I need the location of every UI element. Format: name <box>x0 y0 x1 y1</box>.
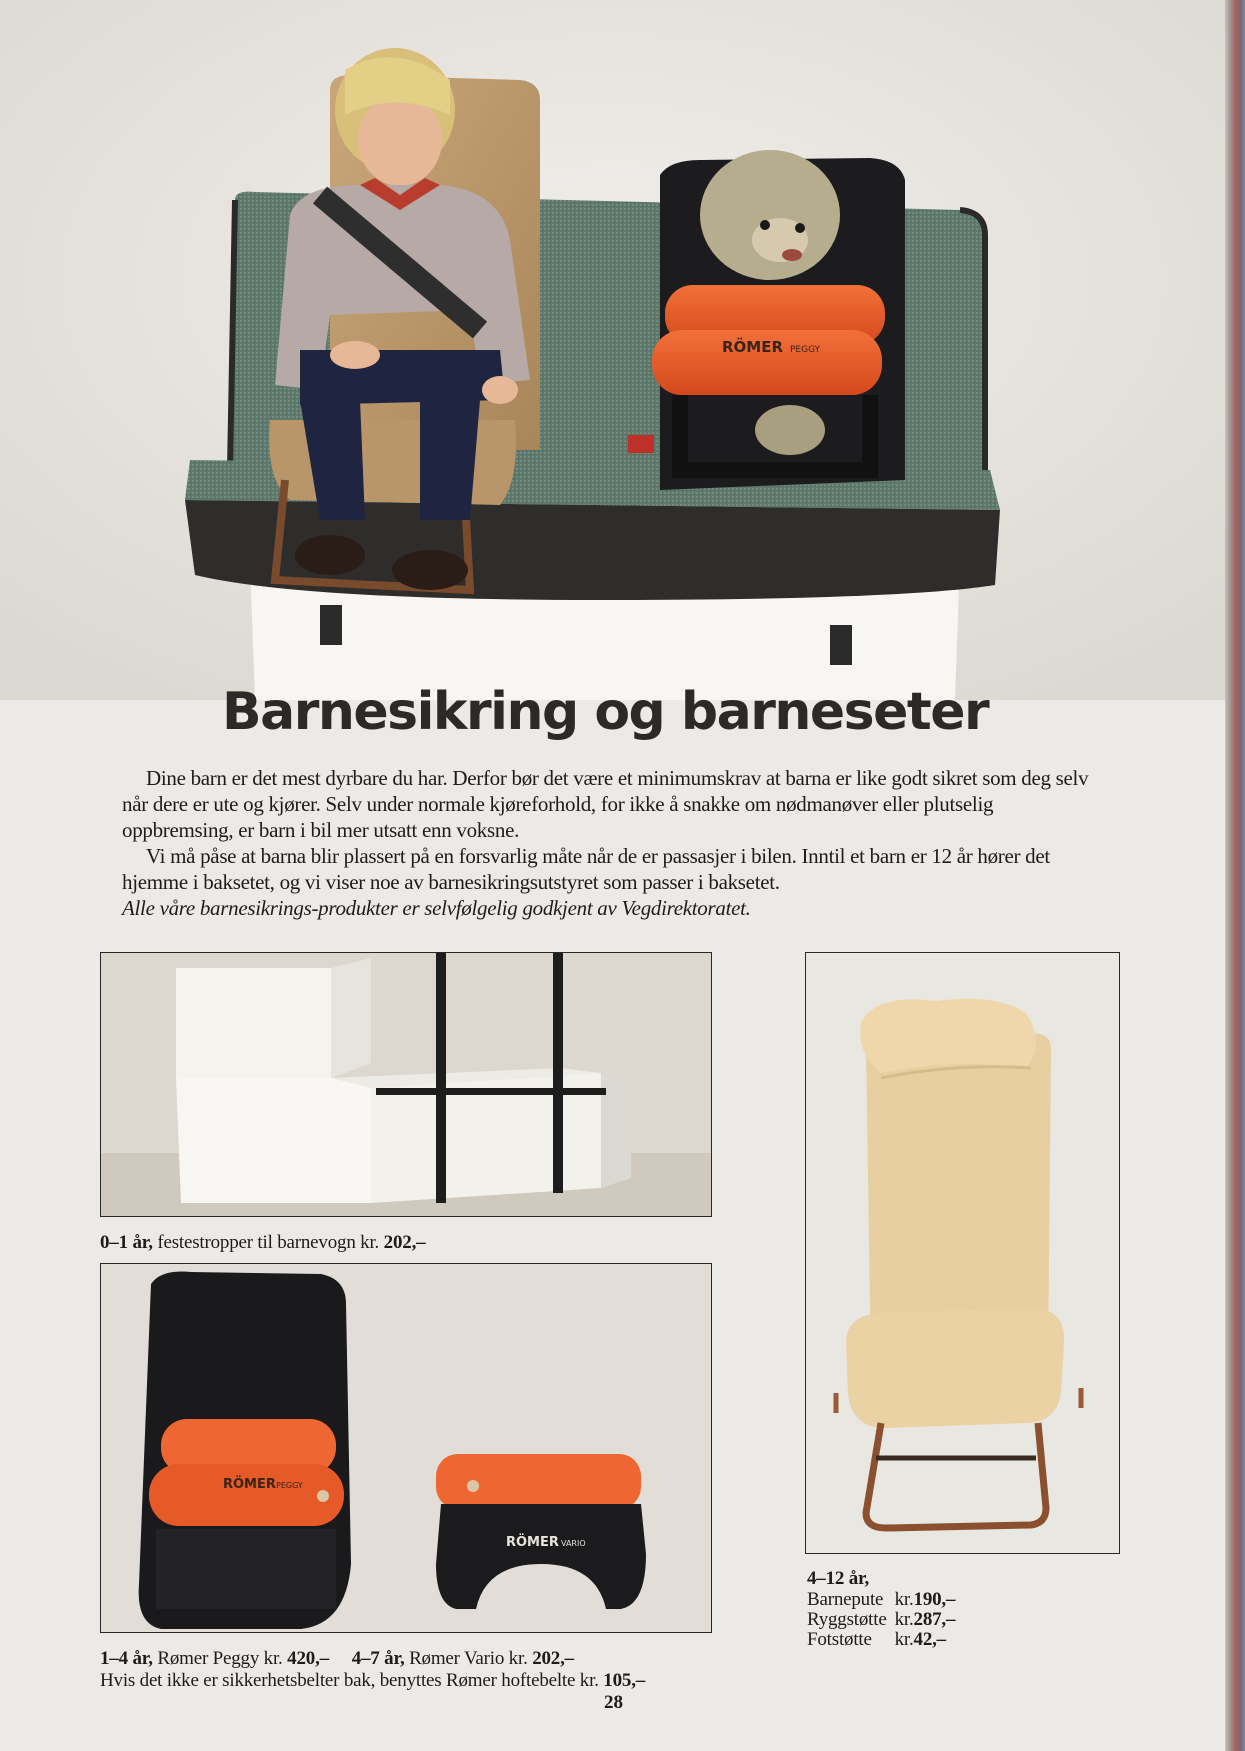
price-kr: kr. <box>894 1589 914 1610</box>
romer-caption-line-2 <box>100 1670 645 1692</box>
hero-photo <box>0 0 1225 700</box>
romer-photo <box>100 1263 712 1633</box>
hip-belt-price: 105,– <box>603 1670 646 1691</box>
hip-belt-text: Hvis det ikke er sikkerhetsbelter bak, benyttes Rømer hoftebelte kr. <box>100 1670 599 1691</box>
romer-caption-line-1 <box>100 1648 645 1670</box>
intro-text <box>122 765 1097 921</box>
romer-caption <box>100 1648 645 1692</box>
intro-paragraph-1: Dine barn er det mest dyrbare du har. Derfor bør det være et minimumskrav at barna er like godt sikret som deg selv når dere er ute og kjører. Selv under normale kjøreforhold, for ikke å snakke om nødmanøver eller plutselig oppbremsing, er barn i bil mer utsatt enn voksne. <box>122 766 1089 842</box>
price-label: Fotstøtte <box>807 1629 872 1650</box>
page-edge <box>1225 0 1245 1751</box>
price-value: 287,– <box>913 1609 956 1630</box>
booster-seat-caption <box>807 1568 955 1650</box>
price-value: 190,– <box>913 1589 956 1610</box>
booster-seat-photo <box>805 952 1120 1554</box>
price-kr: kr. <box>894 1629 914 1650</box>
peggy-age: 1–4 år, <box>100 1648 153 1669</box>
price-label: Ryggstøtte <box>807 1609 887 1630</box>
straps-price: 202,– <box>383 1232 426 1253</box>
straps-photo <box>100 952 712 1217</box>
straps-caption <box>100 1232 425 1254</box>
vario-age: 4–7 år, <box>351 1648 405 1669</box>
hero-romer-sub: PEGGY <box>790 345 821 355</box>
price-value: 42,– <box>913 1629 946 1650</box>
price-row-fotstotte <box>807 1630 955 1650</box>
page-title: Barnesikring og barneseter <box>222 682 989 742</box>
hero-romer-badge: RÖMER <box>722 338 784 356</box>
straps-text: festestropper til barnevogn kr. <box>157 1232 380 1253</box>
vario-romer-badge: RÖMER <box>506 1535 559 1550</box>
peggy-romer-sub: PEGGY <box>276 1481 303 1490</box>
straps-age: 0–1 år, <box>100 1232 153 1253</box>
page-number: 28 <box>604 1692 623 1713</box>
booster-price-list <box>807 1590 955 1650</box>
peggy-text: Rømer Peggy kr. <box>157 1648 283 1669</box>
vario-romer-sub: VARIO <box>561 1539 586 1548</box>
peggy-price: 420,– <box>287 1648 329 1669</box>
booster-age: 4–12 år, <box>807 1568 870 1589</box>
intro-paragraph-2: Vi må påse at barna blir plassert på en forsvarlig måte når de er passasjer i bilen. Inntil et barn er 12 år hører det hjemme i baksetet, og vi viser noe av barnesikringsutstyret som passer i baksetet. <box>122 844 1050 894</box>
price-kr: kr. <box>894 1609 914 1630</box>
peggy-romer-badge: RÖMER <box>223 1477 276 1492</box>
vario-price: 202,– <box>532 1648 574 1669</box>
price-row-ryggstotte <box>807 1610 955 1630</box>
price-row-barnepute <box>807 1590 955 1610</box>
price-label: Barnepute <box>807 1589 884 1610</box>
vario-text: Rømer Vario kr. <box>409 1648 528 1669</box>
intro-approval-note: Alle våre barnesikrings-produkter er selvfølgelig godkjent av Vegdirektoratet. <box>122 896 751 920</box>
